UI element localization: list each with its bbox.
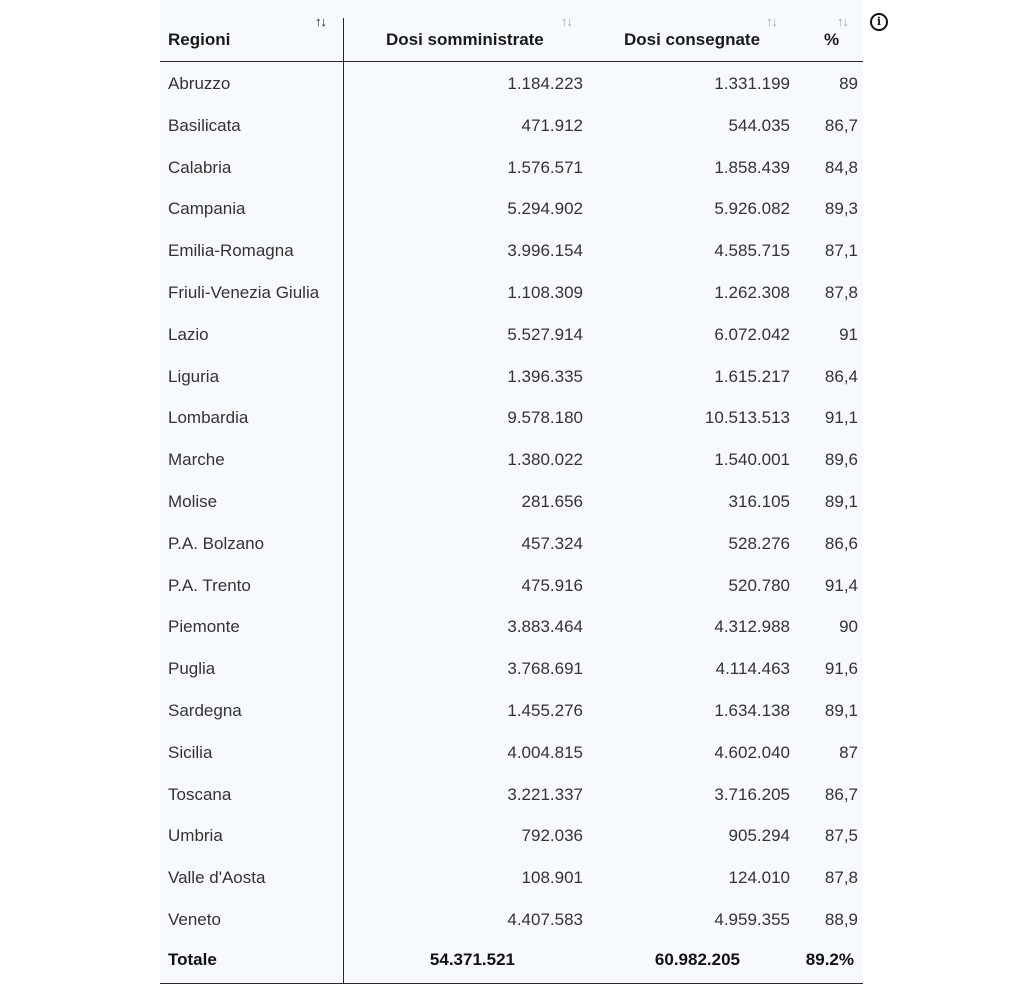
cell-delivered: 4.312.988 bbox=[714, 617, 790, 637]
cell-delivered: 60.982.205 bbox=[654, 949, 740, 969]
cell-administered: 4.407.583 bbox=[507, 909, 583, 929]
cell-administered: 1.455.276 bbox=[507, 700, 583, 720]
cell-percent: 86,7 bbox=[824, 115, 858, 135]
table-row bbox=[0, 814, 1024, 856]
cell-administered: 4.004.815 bbox=[507, 742, 583, 762]
cell-delivered: 1.331.199 bbox=[714, 74, 790, 93]
table-row bbox=[0, 605, 1024, 647]
info-icon[interactable]: i bbox=[870, 13, 888, 31]
cell-region: Umbria bbox=[168, 826, 223, 846]
cell-region: Sicilia bbox=[168, 742, 213, 762]
cell-delivered: 4.114.463 bbox=[715, 659, 790, 679]
cell-percent: 88,9 bbox=[824, 909, 858, 929]
cell-percent: 89,6 bbox=[824, 450, 858, 470]
cell-delivered: 5.926.082 bbox=[714, 199, 790, 219]
header-percent[interactable]: % bbox=[824, 30, 840, 49]
table-bottom-border bbox=[160, 983, 863, 984]
cell-percent: 87,1 bbox=[824, 241, 858, 261]
cell-region: P.A. Bolzano bbox=[168, 533, 265, 553]
cell-percent: 89 bbox=[839, 74, 858, 93]
cell-administered: 1.396.335 bbox=[507, 366, 583, 386]
cell-region: Basilicata bbox=[168, 115, 241, 135]
cell-administered: 3.883.464 bbox=[507, 617, 583, 637]
cell-delivered: 905.294 bbox=[728, 826, 790, 846]
cell-percent: 86,7 bbox=[824, 784, 858, 804]
cell-delivered: 1.615.217 bbox=[714, 366, 790, 386]
table-row bbox=[0, 146, 1024, 188]
cell-region: Friuli-Venezia Giulia bbox=[168, 282, 320, 302]
table-row bbox=[0, 229, 1024, 271]
cell-administered: 5.294.902 bbox=[507, 199, 583, 219]
cell-administered: 471.912 bbox=[521, 115, 583, 135]
table-row bbox=[0, 187, 1024, 229]
cell-region: Emilia-Romagna bbox=[168, 241, 294, 261]
cell-administered: 54.371.521 bbox=[429, 949, 515, 969]
cell-percent: 91,4 bbox=[824, 575, 858, 595]
cell-administered: 5.527.914 bbox=[507, 324, 583, 344]
cell-region: Marche bbox=[168, 450, 225, 470]
table-row bbox=[0, 355, 1024, 397]
table-row bbox=[0, 522, 1024, 564]
header-dosi-consegnate[interactable]: Dosi consegnate bbox=[624, 30, 761, 49]
cell-percent: 87,8 bbox=[824, 868, 858, 888]
cell-percent: 91,6 bbox=[824, 659, 858, 679]
cell-administered: 3.996.154 bbox=[507, 241, 583, 261]
cell-delivered: 1.858.439 bbox=[714, 157, 790, 177]
cell-region: Sardegna bbox=[168, 700, 242, 720]
cell-region: Lazio bbox=[168, 324, 209, 344]
cell-administered: 108.901 bbox=[521, 868, 583, 888]
cell-region: Lombardia bbox=[168, 408, 249, 428]
table-row bbox=[0, 773, 1024, 815]
cell-percent: 89,3 bbox=[824, 199, 858, 219]
cell-percent: 91,1 bbox=[824, 408, 858, 428]
cell-delivered: 6.072.042 bbox=[714, 324, 790, 344]
cell-administered: 3.768.691 bbox=[507, 659, 583, 679]
cell-delivered: 528.276 bbox=[728, 533, 790, 553]
cell-percent: 87,8 bbox=[824, 282, 858, 302]
cell-delivered: 1.540.001 bbox=[714, 450, 790, 470]
cell-delivered: 4.959.355 bbox=[714, 909, 790, 929]
sort-regioni-icon[interactable]: ↑↓ bbox=[315, 14, 326, 29]
cell-percent: 89.2% bbox=[805, 949, 854, 969]
cell-percent: 86,6 bbox=[824, 533, 858, 553]
sort-dosi-somministrate-icon[interactable]: ↑↓ bbox=[561, 14, 572, 29]
cell-percent: 87 bbox=[839, 742, 858, 762]
cell-delivered: 544.035 bbox=[728, 115, 790, 135]
cell-region: Puglia bbox=[168, 659, 216, 679]
cell-percent: 89,1 bbox=[824, 491, 858, 511]
cell-delivered: 4.585.715 bbox=[714, 241, 790, 261]
cell-administered: 457.324 bbox=[521, 533, 583, 553]
table-row bbox=[0, 313, 1024, 355]
cell-region: Liguria bbox=[168, 366, 220, 386]
cell-region: Campania bbox=[168, 199, 246, 219]
cell-delivered: 4.602.040 bbox=[714, 742, 790, 762]
header-regioni[interactable]: Regioni bbox=[168, 30, 231, 49]
cell-region: Calabria bbox=[168, 157, 232, 177]
cell-region: Totale bbox=[168, 949, 217, 969]
sort-percent-icon[interactable]: ↑↓ bbox=[837, 14, 848, 29]
cell-administered: 281.656 bbox=[521, 491, 583, 511]
cell-administered: 3.221.337 bbox=[507, 784, 583, 804]
cell-region: Piemonte bbox=[168, 617, 240, 637]
table-row bbox=[0, 104, 1024, 146]
cell-delivered: 3.716.205 bbox=[714, 784, 790, 804]
table-row bbox=[0, 438, 1024, 480]
cell-percent: 89,1 bbox=[824, 700, 858, 720]
cell-percent: 87,5 bbox=[824, 826, 858, 846]
cell-administered: 792.036 bbox=[521, 826, 583, 846]
cell-administered: 1.576.571 bbox=[507, 157, 583, 177]
cell-delivered: 1.262.308 bbox=[714, 282, 790, 302]
cell-percent: 86,4 bbox=[824, 366, 858, 386]
table-row bbox=[0, 898, 1024, 940]
table-body bbox=[0, 62, 1024, 982]
table-row bbox=[0, 62, 1024, 104]
table-row bbox=[0, 480, 1024, 522]
cell-administered: 1.380.022 bbox=[507, 450, 583, 470]
cell-region: Toscana bbox=[168, 784, 232, 804]
sort-dosi-consegnate-icon[interactable]: ↑↓ bbox=[766, 14, 777, 29]
cell-region: P.A. Trento bbox=[168, 575, 251, 595]
cell-delivered: 316.105 bbox=[728, 491, 790, 511]
cell-administered: 1.108.309 bbox=[507, 282, 583, 302]
table-row bbox=[0, 647, 1024, 689]
table-row bbox=[0, 271, 1024, 313]
cell-administered: 9.578.180 bbox=[507, 408, 583, 428]
table-row bbox=[0, 731, 1024, 773]
cell-percent: 90 bbox=[839, 617, 858, 637]
table-total-row bbox=[0, 940, 1024, 982]
table-row bbox=[0, 856, 1024, 898]
cell-administered: 1.184.223 bbox=[507, 74, 583, 93]
cell-delivered: 10.513.513 bbox=[704, 408, 790, 428]
cell-region: Molise bbox=[168, 491, 218, 511]
cell-delivered: 124.010 bbox=[728, 868, 790, 888]
cell-percent: 84,8 bbox=[824, 157, 858, 177]
cell-region: Valle d'Aosta bbox=[168, 868, 266, 888]
cell-administered: 475.916 bbox=[521, 575, 583, 595]
header-dosi-somministrate[interactable]: Dosi somministrate bbox=[386, 30, 544, 49]
cell-delivered: 1.634.138 bbox=[714, 700, 790, 720]
table-row bbox=[0, 396, 1024, 438]
cell-region: Abruzzo bbox=[168, 74, 231, 93]
cell-percent: 91 bbox=[839, 324, 858, 344]
table-row bbox=[0, 689, 1024, 731]
cell-region: Veneto bbox=[168, 909, 221, 929]
table-row bbox=[0, 564, 1024, 606]
cell-delivered: 520.780 bbox=[728, 575, 790, 595]
